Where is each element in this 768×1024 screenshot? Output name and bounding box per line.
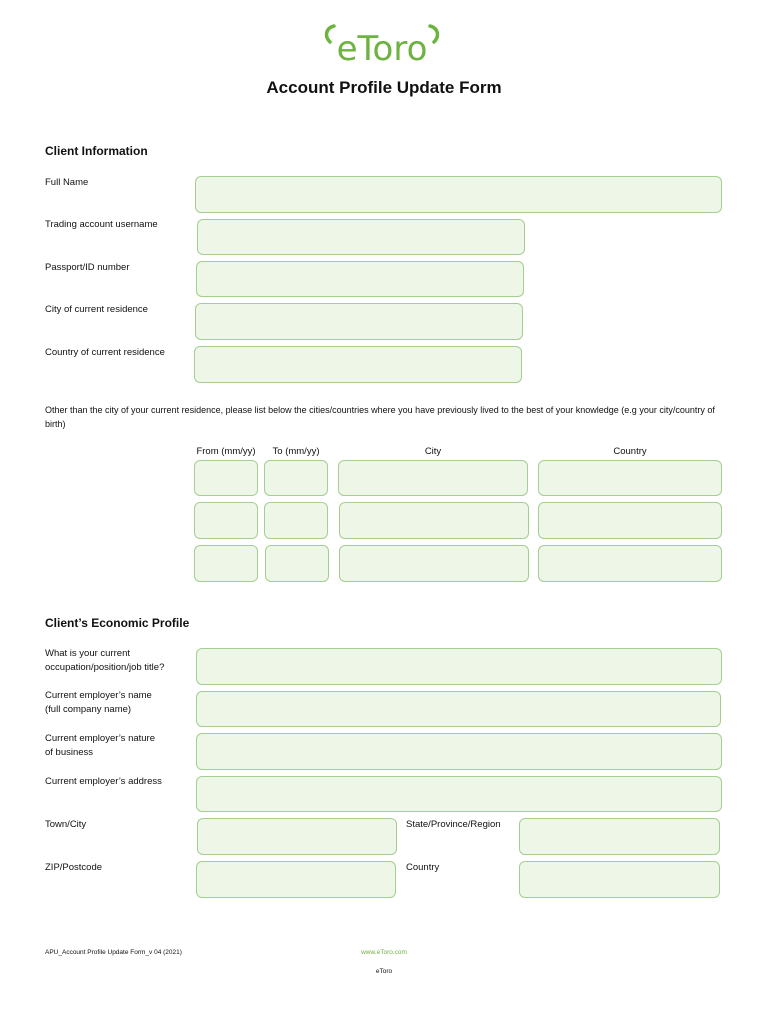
- label-country-address: Country: [406, 862, 440, 873]
- country-address-field[interactable]: [519, 861, 720, 898]
- label-username: Trading account username: [45, 219, 158, 230]
- label-employer-business: [45, 732, 155, 760]
- label-line: Current employer’s name: [45, 690, 152, 701]
- history-city-field[interactable]: [339, 545, 529, 582]
- username-field[interactable]: [197, 219, 525, 255]
- history-to-field[interactable]: [264, 502, 328, 539]
- footer-website-link[interactable]: www.eToro.com: [361, 949, 407, 956]
- label-zip: ZIP/Postcode: [45, 862, 103, 873]
- page-title: Account Profile Update Form: [266, 78, 502, 97]
- label-line: What is your current: [45, 648, 130, 659]
- label-line: Current employer’s nature: [45, 733, 156, 744]
- history-from-field[interactable]: [194, 460, 258, 496]
- logo-text: eToro: [336, 29, 428, 68]
- col-header-to: To (mm/yy): [272, 446, 320, 457]
- history-country-field[interactable]: [538, 460, 722, 496]
- col-header-city: City: [424, 446, 442, 457]
- label-line: (full company name): [45, 704, 132, 715]
- label-employer-name: [45, 689, 152, 717]
- occupation-field[interactable]: [196, 648, 722, 685]
- label-country: Country of current residence: [45, 347, 165, 358]
- history-city-field[interactable]: [339, 502, 529, 539]
- label-passport: Passport/ID number: [45, 262, 130, 273]
- section-heading-client-info: Client Information: [45, 144, 148, 158]
- label-line: occupation/position/job title?: [45, 662, 165, 673]
- label-line: of business: [45, 747, 94, 758]
- label-full-name: Full Name: [45, 177, 89, 188]
- history-country-field[interactable]: [538, 502, 722, 539]
- label-town-city: Town/City: [45, 819, 87, 830]
- label-employer-address: Current employer’s address: [45, 776, 162, 787]
- label-state-province: State/Province/Region: [406, 819, 501, 830]
- etoro-logo: [320, 22, 444, 68]
- employer-name-field[interactable]: [196, 691, 721, 727]
- history-to-field[interactable]: [265, 545, 329, 582]
- passport-id-field[interactable]: [196, 261, 524, 297]
- town-city-field[interactable]: [197, 818, 397, 855]
- col-header-country: Country: [613, 446, 647, 457]
- state-province-field[interactable]: [519, 818, 720, 855]
- residence-history-instructions: Other than the city of your current residence, please list below the cities/countries where you have previously lived to the best of your knowledge (e.g your city/country of birth): [45, 405, 715, 429]
- employer-business-field[interactable]: [196, 733, 722, 770]
- col-header-from: From (mm/yy): [196, 446, 256, 457]
- section-heading-economic-profile: Client’s Economic Profile: [45, 616, 190, 630]
- zip-postcode-field[interactable]: [196, 861, 396, 898]
- employer-address-field[interactable]: [196, 776, 722, 812]
- city-of-residence-field[interactable]: [195, 303, 523, 340]
- history-country-field[interactable]: [538, 545, 722, 582]
- history-to-field[interactable]: [264, 460, 328, 496]
- full-name-field[interactable]: [195, 176, 722, 213]
- label-city: City of current residence: [45, 304, 148, 315]
- footer-company: eToro: [375, 968, 393, 975]
- history-from-field[interactable]: [194, 502, 258, 539]
- label-occupation: [45, 647, 164, 675]
- history-city-field[interactable]: [338, 460, 528, 496]
- history-from-field[interactable]: [194, 545, 258, 582]
- country-of-residence-field[interactable]: [194, 346, 522, 383]
- footer-form-code: APU_Account Profile Update Form_v 04 (2021): [45, 949, 182, 956]
